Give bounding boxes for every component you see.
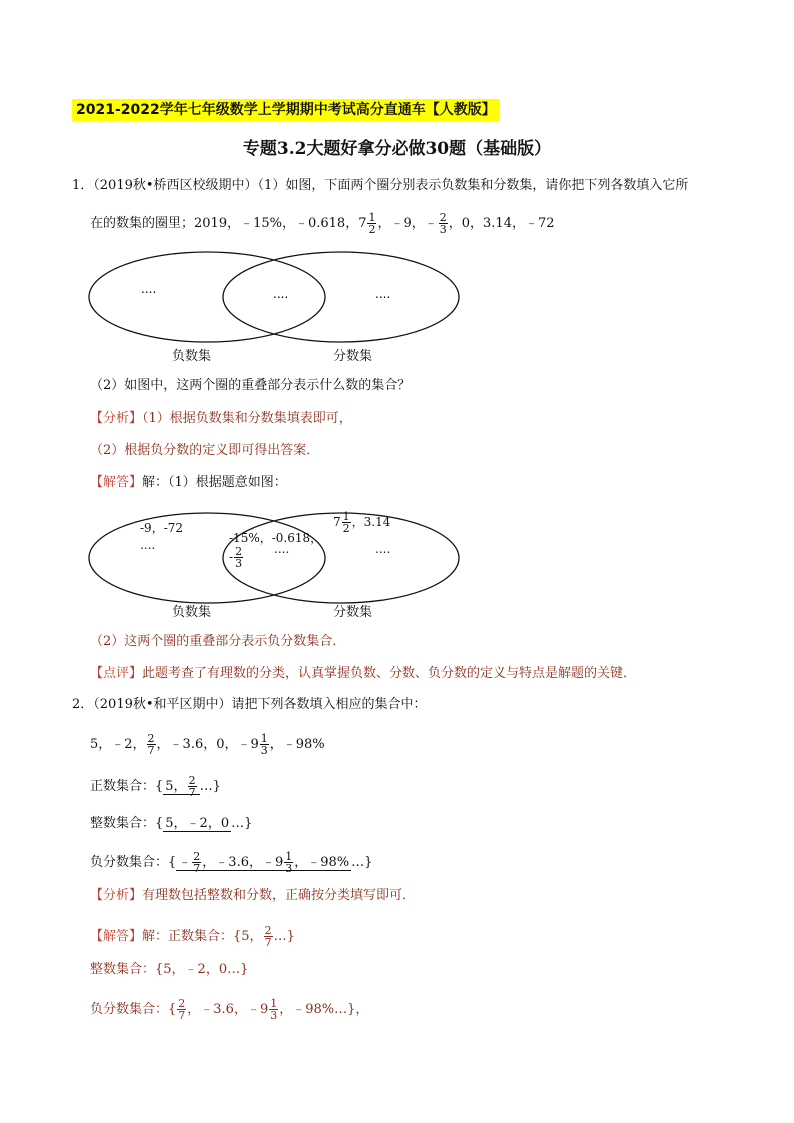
fraction-2-7 (147, 733, 156, 756)
frac-num: 2 (264, 924, 272, 937)
q1-part1a: （1）如图，下面两个圈分别表示负数集和分数集，请你把下列各数填入它所 (257, 178, 689, 193)
set-end: …} (351, 855, 373, 870)
venn2-mid-line2 (229, 546, 244, 569)
venn1-mid-dots: .... (273, 287, 289, 301)
frac-den: 7 (188, 786, 196, 799)
fill-text: ﹣ (178, 855, 192, 870)
filled-answer: 5，﹣2，0 (165, 816, 230, 831)
frac-den: 7 (178, 1009, 186, 1022)
fraction-1-2 (342, 511, 351, 534)
fraction-1-3 (284, 851, 293, 874)
q1-answer-1 (90, 474, 287, 492)
rest-text: ，3.14 (351, 515, 391, 529)
fill-text: 5， (165, 779, 187, 794)
frac-den: 3 (285, 862, 293, 875)
frac-num: 1 (270, 997, 278, 1010)
comment-text: 此题考查了有理数的分类，认真掌握负数、分数、负分数的定义与特点是解题的关键． (142, 666, 637, 681)
filled-answer (163, 774, 199, 799)
frac-den: 3 (260, 744, 268, 757)
frac-den: 2 (342, 522, 350, 535)
venn2-left-dots: .... (140, 538, 156, 552)
q2-prompt: 请把下列各数填入相应的集合中： (231, 697, 427, 712)
frac-num: 2 (147, 732, 155, 745)
fill-text: ，﹣98% (294, 855, 350, 870)
answer-text: 解：（1）根据题意如图： (142, 475, 287, 490)
list-part: ，﹣98% (269, 737, 325, 752)
answer-tag: 【解答】 (90, 475, 143, 490)
q1-line1 (72, 177, 688, 195)
venn-diagram-1 (85, 250, 485, 360)
list-part: ，﹣3.6，0，﹣9 (156, 737, 259, 752)
q2-integer-set (90, 815, 252, 833)
q2-number: 2． (72, 697, 94, 712)
whole-part: 7 (333, 515, 341, 529)
answer-text: 负分数集合：{ (90, 1002, 177, 1017)
analysis-text: （1）根据负数集和分数集填表即可， (142, 411, 352, 426)
frac-num: 2 (439, 211, 447, 224)
venn2-mid-line1: -15%，-0.618， (229, 531, 323, 545)
q1-source: （2019秋•桥西区校级期中） (93, 178, 258, 193)
venn1-left-circle (89, 252, 325, 342)
fraction-2-3 (439, 212, 448, 235)
frac-num: 1 (260, 732, 268, 745)
filled-answer (176, 850, 351, 875)
q2-answer-positive (90, 925, 295, 948)
venn2-left-label: 负数集 (172, 605, 212, 620)
q2-answer-integer: 整数集合：{5，﹣2，0…} (90, 962, 249, 977)
venn2-right-label: 分数集 (333, 605, 373, 620)
frac-num: 2 (193, 850, 201, 863)
fraction-2-7 (264, 925, 273, 948)
q1-analysis-1 (90, 410, 352, 428)
q1-part1b-prefix: 在的数集的圈里；2019，﹣15%，﹣0.618，7 (90, 216, 367, 231)
header-banner: 2021-2022学年七年级数学上学期期中考试高分直通车【人教版】 (72, 99, 500, 121)
frac-num: 2 (178, 997, 186, 1010)
answer-text: …} (273, 929, 295, 944)
answer-text: 解：正数集合：{5， (142, 929, 263, 944)
frac-num: 1 (285, 850, 293, 863)
frac-den: 7 (264, 936, 272, 949)
fraction-1-3 (269, 998, 278, 1021)
fraction-1-2 (367, 212, 376, 235)
q1-comment (90, 665, 636, 683)
frac-den: 7 (193, 862, 201, 875)
venn1-right-dots: .... (375, 287, 391, 301)
q1-line2 (90, 212, 555, 235)
q2-number-list (90, 733, 325, 756)
venn1-right-circle (223, 252, 459, 342)
q1-part1b-mid: ，﹣9，﹣ (377, 216, 438, 231)
frac-num: 1 (368, 211, 376, 224)
q1-number: 1． (72, 178, 94, 193)
fraction-1-3 (260, 733, 269, 756)
frac-den: 3 (439, 223, 447, 236)
set-label: 正数集合：{ (90, 779, 164, 794)
q2-positive-set (90, 775, 221, 798)
venn1-right-label: 分数集 (333, 349, 373, 364)
q2-source: （2019秋•和平区期中） (93, 697, 232, 712)
venn2-mid-dots: .... (274, 542, 290, 556)
venn2-left-nums: -9，-72 (140, 521, 184, 535)
frac-den: 3 (270, 1009, 278, 1022)
venn2-left-circle (89, 513, 325, 603)
set-label: 整数集合：{ (90, 816, 164, 831)
frac-den: 2 (368, 223, 376, 236)
q1-part2: （2）如图中，这两个圈的重叠部分表示什么数的集合？ (90, 378, 411, 393)
fill-text: ，﹣3.6，﹣9 (202, 855, 284, 870)
frac-den: 7 (147, 744, 155, 757)
frac-num: 2 (188, 774, 196, 787)
q1-answer-2: （2）这两个圈的重叠部分表示负分数集合． (90, 634, 346, 649)
answer-tag: 【解答】 (90, 929, 143, 944)
q2-answer-negative-fraction (90, 998, 368, 1021)
frac-num: 2 (235, 545, 243, 558)
page-title: 专题3.2大题好拿分必做30题（基础版） (242, 139, 552, 159)
comment-tag: 【点评】 (90, 666, 143, 681)
q2-analysis (90, 887, 415, 905)
venn1-left-label: 负数集 (172, 349, 212, 364)
fraction-2-7 (188, 775, 197, 798)
fraction-2-7 (177, 998, 186, 1021)
q1-analysis-2: （2）根据负分数的定义即可得出答案． (90, 443, 320, 458)
venn2-right-nums (333, 511, 390, 534)
q2-negative-fraction-set (90, 851, 372, 874)
analysis-tag: 【分析】 (90, 888, 143, 903)
frac-num: 1 (342, 510, 350, 523)
answer-text: ，﹣3.6，﹣9 (187, 1002, 269, 1017)
fraction-2-3 (234, 546, 243, 569)
fraction-2-7 (192, 851, 201, 874)
set-label: 负分数集合：{ (90, 855, 177, 870)
list-part: 5，﹣2， (90, 737, 146, 752)
analysis-text: 有理数包括整数和分数，正确按分类填写即可． (142, 888, 416, 903)
set-end: …} (199, 779, 221, 794)
venn1-left-dots: .... (141, 282, 157, 296)
set-end: …} (231, 816, 253, 831)
answer-text: ，﹣98%…}， (279, 1002, 369, 1017)
analysis-tag: 【分析】 (90, 411, 143, 426)
frac-den: 3 (235, 557, 243, 570)
venn2-right-dots: .... (375, 542, 391, 556)
minus-sign: - (229, 550, 234, 564)
q2-line1 (72, 696, 427, 714)
q1-part1b-suffix: ，0，3.14，﹣72 (448, 216, 555, 231)
